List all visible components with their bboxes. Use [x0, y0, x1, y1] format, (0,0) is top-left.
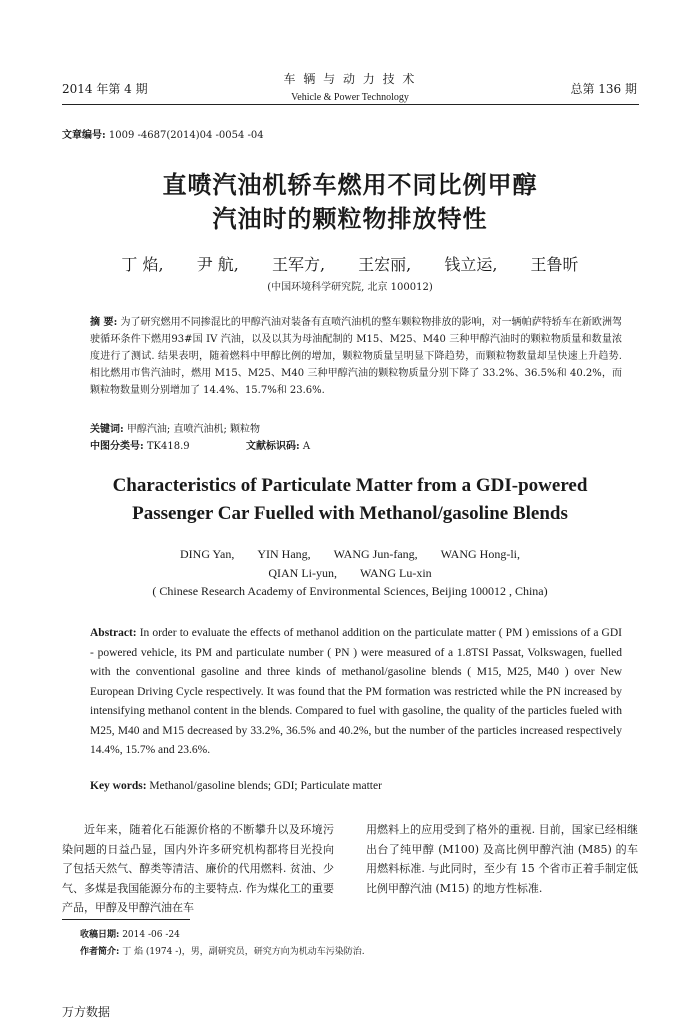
author-en: WANG Jun-fang,: [333, 547, 418, 561]
title-cn-line2: 汽油时的颗粒物排放特性: [212, 205, 488, 233]
received-date: [80, 928, 180, 943]
author-cn: 钱立运,: [444, 255, 498, 274]
author-cn: 尹 航,: [196, 255, 239, 274]
keywords-en-text: Methanol/gasoline blends; GDI; Particulate matter: [149, 780, 382, 792]
authors-en-line1: [0, 545, 700, 564]
author-cn: 丁 焰,: [121, 255, 164, 274]
body-column-left: 近年来，随着化石能源价格的不断攀升以及环境污染问题的日益凸显，国内外许多研究机构都将目光投向了包括天然气、醇类等清洁、廉价的代用燃料. 贫油、少气、多煤是我国能源分布的主要特点. 作为煤化工的重要产品，甲醇及甲醇汽油在车: [62, 823, 334, 914]
abstract-cn: [90, 314, 622, 399]
bio-label: 作者简介:: [80, 947, 120, 957]
title-cn: [0, 168, 700, 236]
footnote-divider: [62, 919, 190, 920]
header-divider: [62, 104, 639, 105]
affiliation-en: ( Chinese Research Academy of Environmental Sciences, Beijing 100012 , China): [152, 584, 548, 598]
keywords-en-label: Key words:: [90, 780, 147, 792]
body-column-right: 用燃料上的应用受到了格外的重视. 目前，国家已经相继出台了纯甲醇 (M100) 及高比例甲醇汽油 (M85) 的车用燃料标准. 与此同时，至少有 15 个省市正着手制定低比例甲醇汽油 (M15) 的地方性标准.: [366, 823, 638, 895]
keywords-cn: [90, 421, 622, 438]
article-number: [62, 126, 264, 141]
author-en: YIN Hang,: [257, 547, 311, 561]
abstract-cn-label: 摘 要:: [90, 317, 118, 328]
abstract-en-text: In order to evaluate the effects of methanol addition on the particulate matter ( PM ) emissions of a GDI - powered vehicle, its PM and particulate number ( PN ) were measured of a 1.8TSI Passat, Volkswagen, fuelled with the conventional gasoline and three kinds of methanol/gasoline blends ( M15, M25, M40 ) over New European Driving Cycle respectively. It was found that the PM formation was restricted while the PN increased by intensifying methanol content in the blends. Compared to fuel with gasoline, the quality of the particles fueled with M25, M40 and M15 decreased by 33.2%, 36.5% and 40.2%, but the number of the particles increased respectively 14.4%, 15.7% and 23.6%.: [90, 627, 622, 756]
authors-cn: [0, 252, 700, 275]
keywords-cn-label: 关键词:: [90, 424, 124, 435]
author-cn: 王鲁昕: [530, 255, 579, 274]
author-cn: 王宏丽,: [358, 255, 412, 274]
title-en: [0, 472, 700, 528]
author-en: DING Yan,: [180, 547, 235, 561]
total-issue-label: 总第 136 期: [570, 82, 637, 96]
classification-label: 中图分类号:: [90, 441, 144, 452]
title-en-line1: Characteristics of Particulate Matter from a GDI-powered: [112, 475, 588, 496]
author-en: WANG Lu-xin: [360, 566, 432, 580]
authors-en-line2: [0, 564, 700, 583]
author-bio: [80, 945, 365, 960]
document-code: [246, 438, 310, 455]
abstract-cn-text: 为了研究燃用不同掺混比的甲醇汽油对装备有直喷汽油机的整车颗粒物排放的影响，对一辆帕萨特轿车在新欧洲驾驶循环条件下燃用93#国 IV 汽油，以及以其为母油配制的 M15、M25、M40 三种甲醇汽油时的颗粒物质量和数量浓度进行了测试. 结果表明，随着燃料中甲醇比例的增加，颗粒物质量呈明显下降趋势，而颗粒物数量却呈快速上升趋势. 相比燃用市售汽油时，燃用 M15、M25、M40 三种甲醇汽油的颗粒物质量分别下降了 33.2%、36.5%和 40.2%，而颗粒物数量则分别增加了 14.4%、15.7%和 23.6%.: [90, 317, 622, 396]
author-cn: 王军方,: [271, 255, 326, 274]
received-label: 收稿日期:: [80, 930, 120, 940]
document-code-value: A: [302, 441, 311, 452]
authors-en: [0, 545, 700, 583]
title-en-line2: Passenger Car Fuelled with Methanol/gasoline Blends: [132, 503, 568, 524]
keywords-cn-text: 甲醇汽油; 直喷汽油机; 颗粒物: [126, 424, 260, 435]
article-number-value: 1009 -4687(2014)04 -0054 -04: [108, 130, 264, 141]
affiliation-cn: (中国环境科学研究院, 北京 100012): [267, 282, 433, 293]
article-number-label: 文章编号:: [62, 130, 106, 141]
author-en: WANG Hong-li,: [440, 547, 520, 561]
classification-value: TK418.9: [146, 441, 190, 452]
received-value: 2014 -06 -24: [122, 930, 180, 940]
watermark: 万方数据: [62, 1005, 111, 1019]
abstract-en: [90, 624, 622, 761]
issue-label: 2014 年第 4 期: [62, 82, 148, 96]
title-cn-line1: 直喷汽油机轿车燃用不同比例甲醇: [162, 171, 538, 199]
journal-title-cn: 车 辆 与 动 力 技 术: [283, 72, 417, 86]
abstract-en-label: Abstract:: [90, 627, 137, 639]
author-en: QIAN Li-yun,: [268, 566, 337, 580]
journal-title-en: Vehicle & Power Technology: [291, 92, 409, 103]
document-code-label: 文献标识码:: [246, 441, 300, 452]
classification-number: [90, 438, 190, 455]
keywords-en: [90, 780, 622, 792]
bio-value: 丁 焰 (1974 -)，男，副研究员，研究方向为机动车污染防治.: [122, 947, 365, 957]
